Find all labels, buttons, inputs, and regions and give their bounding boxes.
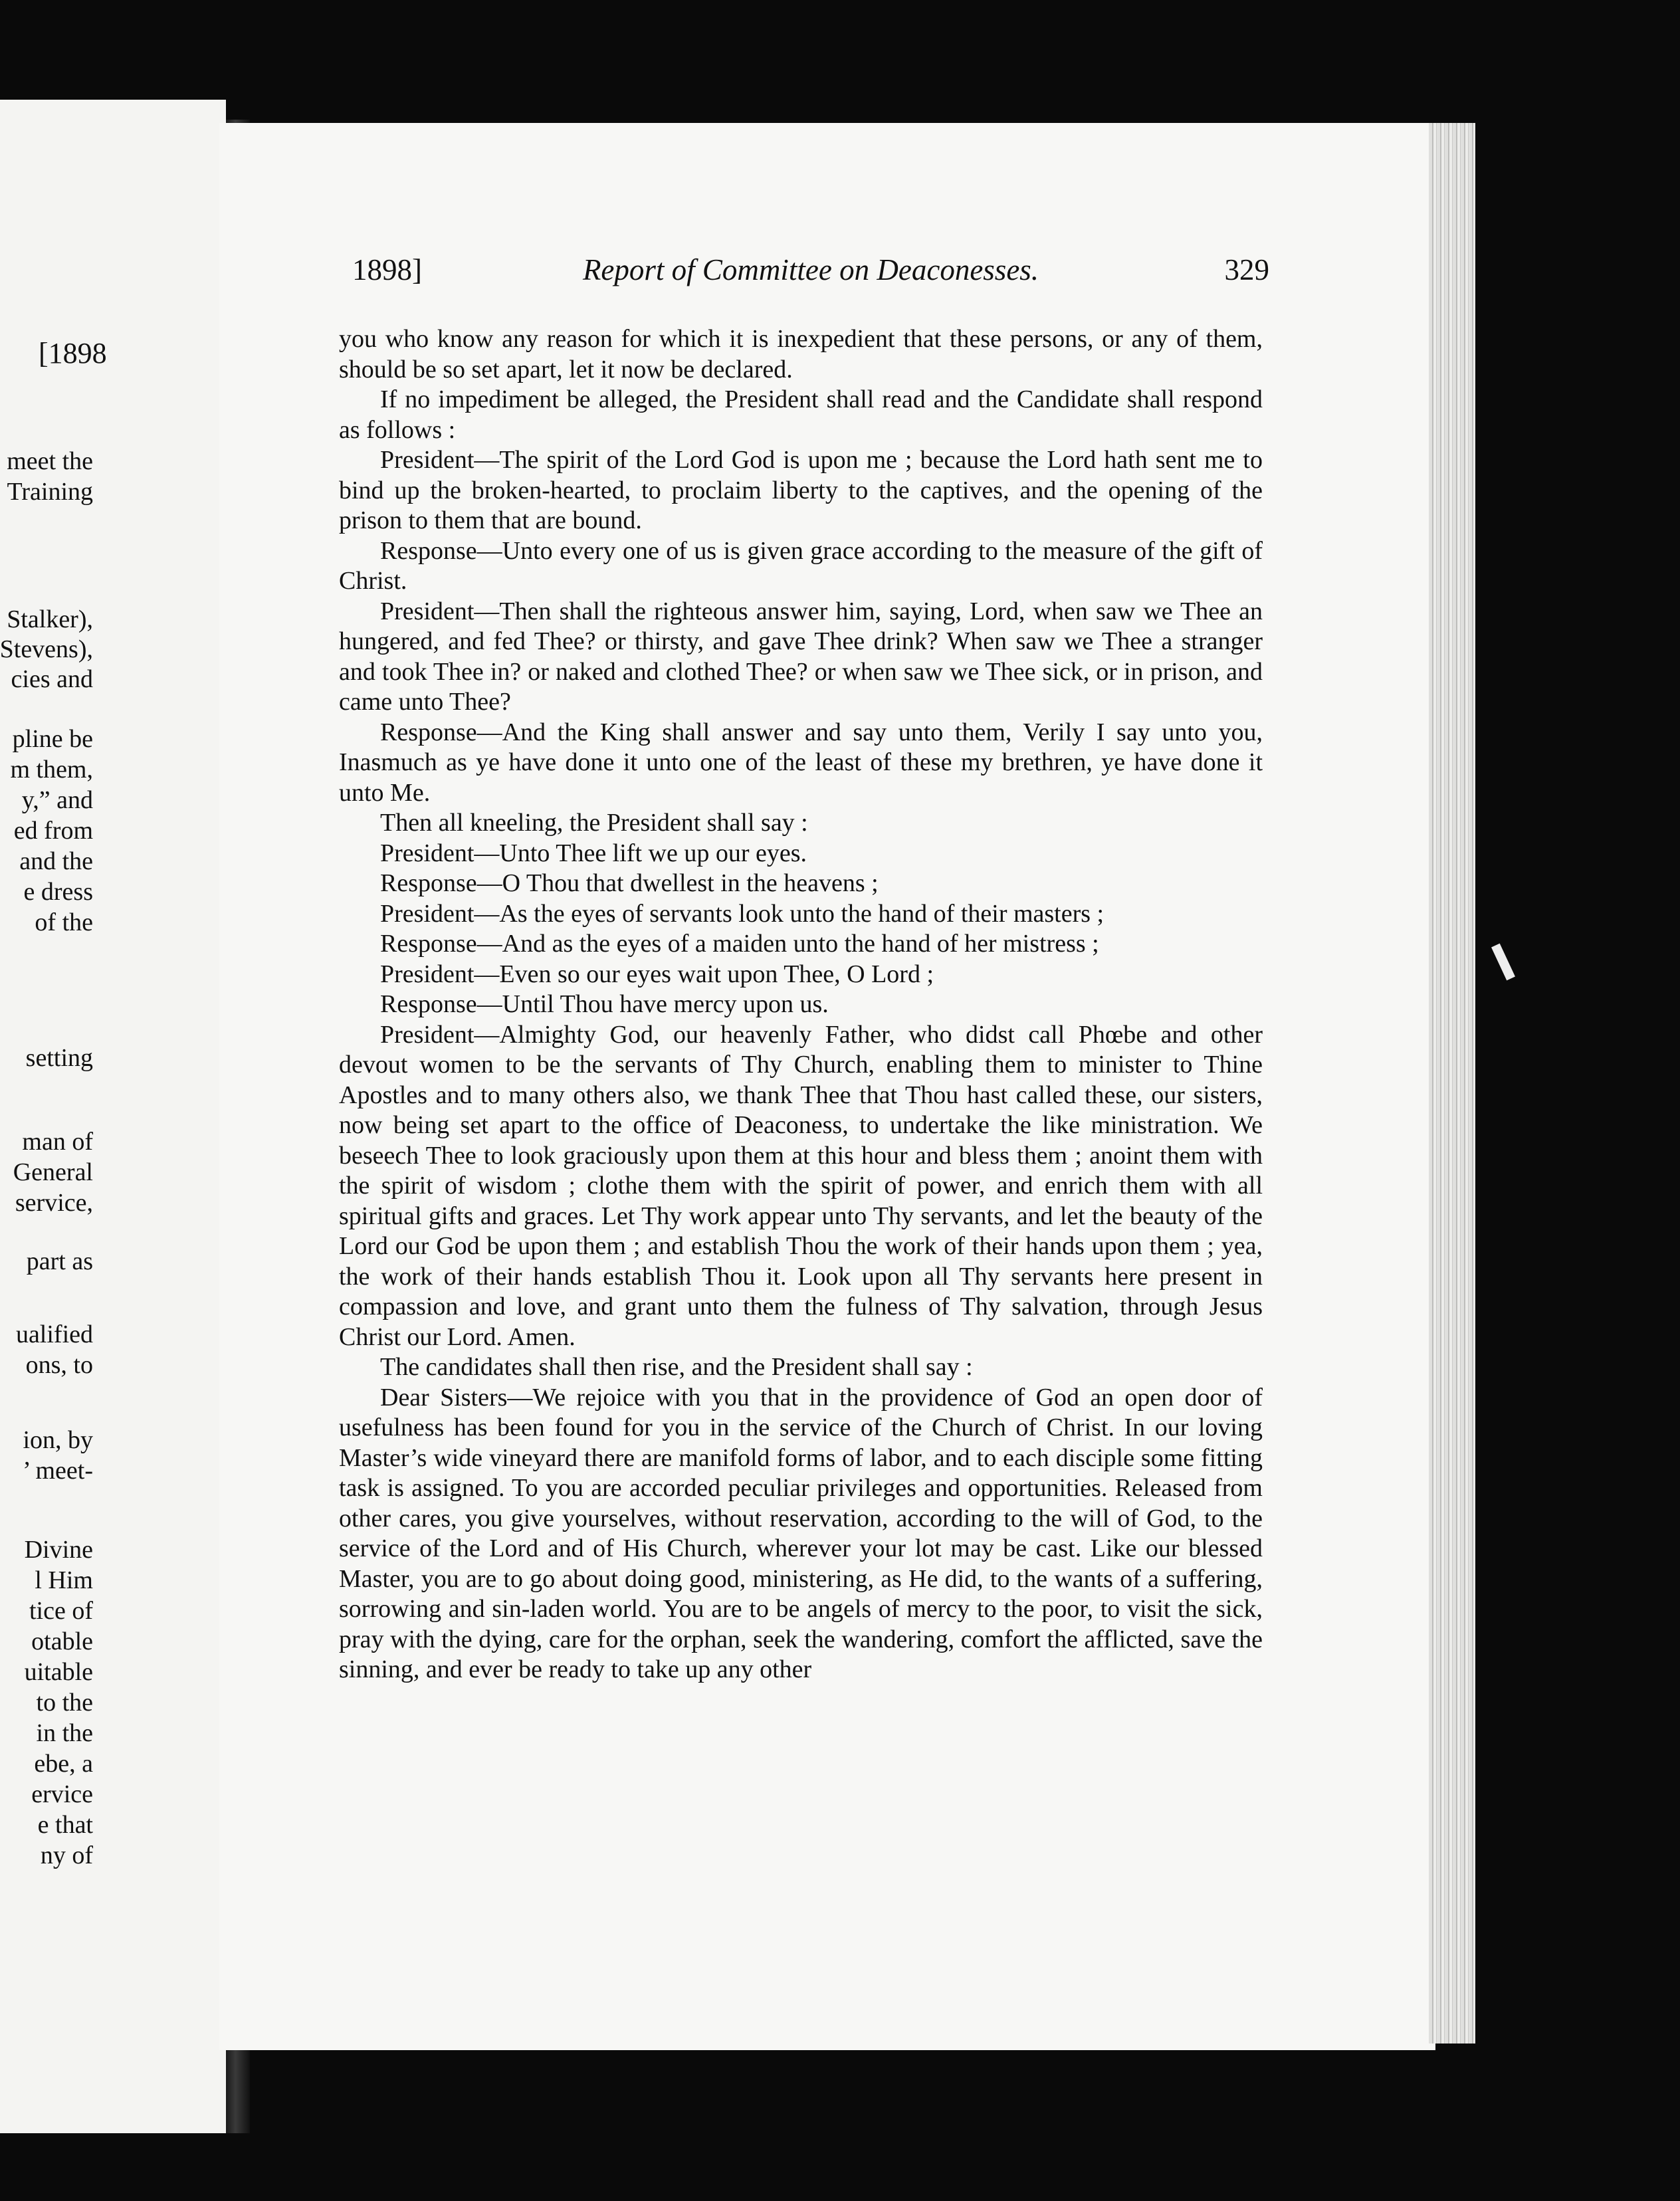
body-text — [339, 324, 1263, 1685]
left-page-fragment: Training — [7, 478, 93, 506]
left-page-fragment: ualified — [15, 1320, 93, 1348]
left-page-fragment: tice of — [29, 1597, 93, 1625]
left-page-fragment: m them, — [10, 756, 93, 784]
left-page-fragment: ervice — [31, 1780, 93, 1808]
left-page-fragment: pline be — [12, 725, 93, 753]
paragraph: Dear Sisters—We rejoice with you that in the providence of God an open door of usefulness has been found for you in the service of the Church of Christ. In our loving Master’s wide vineyard there are manifold forms of labor, and to each disciple some fitting task is assigned. To you are accorded peculiar privileges and opportunities. Released from other cares, you give yourselves, without reservation, according to the will of God, to the service of the Lord and of His Church, wherever your lot may be cast. Like our blessed Master, you are to go about doing good, ministering, as He did, to the wants of a suffering, sorrowing and sin-laden world. You are to be angels of mercy to the poor, to visit the sick, pray with the dying, care for the orphan, seek the wandering, comfort the afflicted, save the sinning, and ever be ready to take up any other — [339, 1383, 1263, 1683]
paragraph: President—Almighty God, our heavenly Father, who didst call Phœbe and other devout women to be the servants of Thy Church, enabling them to minister to Thine Apostles and to many others also, we thank Thee that Thou hast called these, our sisters, now being set apart to the office of Deaconess, to undertake the like ministration. We beseech Thee to look graciously upon them at this hour and bless them ; anoint them with the spirit of wisdom ; clothe them with the spirit of power, and enrich them with all spiritual gifts and graces. Let Thy work appear unto Thy servants, and let the beauty of the Lord our God be upon them ; and establish Thou the work of their hands upon them ; yea, the work of their hands establish Thou it. Look upon all Thy servants here present in compassion and love, and grant unto them the fulness of Thy salvation, through Jesus Christ our Lord. Amen. — [339, 1020, 1263, 1351]
paragraph: Response—And the King shall answer and say unto them, Verily I say unto you, Inasmuch as ye have done it unto one of the least of these my brethren, ye have done it unto Me. — [339, 718, 1263, 807]
left-page-fragment: of the — [35, 908, 93, 936]
left-page-fragment: man of — [22, 1128, 93, 1156]
left-page-fragment: Stalker), — [7, 605, 93, 633]
header-year: 1898] — [352, 253, 422, 286]
paragraph: Then all kneeling, the President shall say : — [380, 809, 808, 837]
paragraph: Response—O Thou that dwellest in the heavens ; — [380, 869, 879, 897]
left-page — [0, 100, 226, 2133]
left-page-fragment: service, — [15, 1189, 93, 1217]
paragraph: President—The spirit of the Lord God is upon me ; because the Lord hath sent me to bind up the broken-hearted, to proclaim liberty to the captives, and the opening of the prison to them that are bound. — [339, 446, 1263, 534]
paragraph: President—Then shall the righteous answer him, saying, Lord, when saw we Thee an hungered, and fed Thee? or thirsty, and gave Thee drink? When saw we Thee a stranger and took Thee in? or naked and clothed Thee? or when saw we Thee sick, or in prison, and came unto Thee? — [339, 597, 1263, 716]
left-page-fragment: cies and — [11, 665, 93, 693]
left-page-fragment: part as — [26, 1247, 93, 1275]
paragraph: If no impediment be alleged, the President shall read and the Candidate shall respond as follows : — [339, 385, 1263, 444]
left-page-header-year: [1898 — [39, 337, 107, 369]
paragraph: The candidates shall then rise, and the President shall say : — [380, 1353, 973, 1381]
left-page-fragment: Divine — [24, 1536, 93, 1564]
paragraph: President—As the eyes of servants look unto the hand of their masters ; — [380, 899, 1104, 928]
left-page-fragment: General — [13, 1158, 93, 1186]
left-page-fragment: ons, to — [25, 1351, 93, 1379]
scan-speck — [1491, 944, 1515, 981]
paragraph: Response—And as the eyes of a maiden unto the hand of her mistress ; — [380, 930, 1099, 958]
left-page-fragment: setting — [25, 1044, 93, 1072]
left-page-fragment: in the — [36, 1719, 93, 1747]
left-page-fragment: ’ meet- — [23, 1457, 93, 1485]
left-page-fragment: ed from — [13, 817, 93, 845]
left-page-fragment: ny of — [40, 1841, 93, 1869]
paragraph: President—Even so our eyes wait upon Thee, O Lord ; — [380, 960, 934, 988]
left-page-fragment: e that — [37, 1811, 93, 1839]
left-page-fragment: otable — [31, 1627, 93, 1655]
left-page-fragment: e dress — [23, 878, 93, 906]
left-page-fragment: Stevens), — [0, 635, 93, 663]
paragraph: Response—Unto every one of us is given grace according to the measure of the gift of Christ. — [339, 536, 1263, 595]
left-page-fragment: meet the — [7, 447, 93, 475]
header-title: Report of Committee on Deaconesses. — [582, 253, 1039, 286]
page-number: 329 — [1224, 253, 1269, 286]
page-edges — [1429, 123, 1475, 2044]
left-page-fragment: uitable — [24, 1658, 93, 1686]
left-page-fragment: and the — [19, 847, 93, 875]
left-page-fragment: ion, by — [23, 1426, 93, 1454]
paragraph: Response—Until Thou have mercy upon us. — [380, 990, 829, 1018]
running-head — [352, 253, 1269, 292]
left-page-fragment: y,” and — [21, 786, 93, 814]
paragraph: you who know any reason for which it is inexpedient that these persons, or any of them, should be so set apart, let it now be declared. — [339, 325, 1263, 383]
left-page-fragment: ebe, a — [34, 1750, 93, 1778]
paragraph: President—Unto Thee lift we up our eyes. — [380, 839, 807, 867]
left-page-fragment: l Him — [35, 1566, 93, 1594]
left-page-fragment: to the — [36, 1689, 93, 1717]
